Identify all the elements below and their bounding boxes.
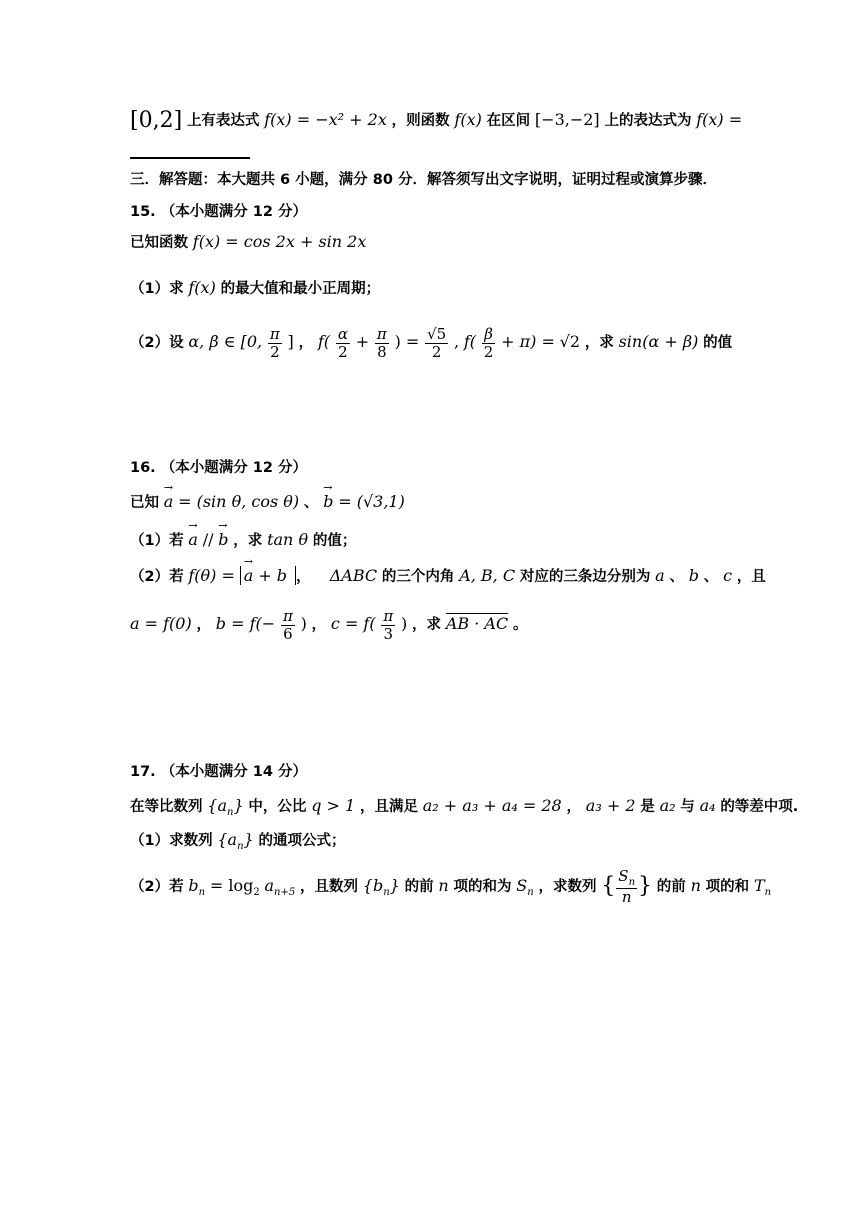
text: 是 [640,799,655,815]
den: 8 [377,342,387,361]
den: n [621,888,632,906]
S: S [516,875,528,895]
sub-n: n [198,886,206,898]
plus-pi: + π) = [501,332,555,351]
text: ，且 [736,569,766,585]
T: T [753,875,765,895]
q-gt: q > 1 [311,796,356,815]
bn-set [362,875,400,898]
log [209,875,260,898]
num: √5 [427,325,447,343]
label: （2）若 [130,569,184,585]
den: 6 [283,624,293,643]
q15-part1 [130,278,380,298]
text: ，求 [233,533,263,549]
bn-def [188,875,206,898]
q15-func: f(x) = cos 2x + sin 2x [192,232,367,251]
fraction-pi-2 [268,326,282,360]
text: 的前 [656,878,686,895]
den: 2 [483,342,494,361]
text: 上的表达式为 [604,113,692,130]
sub-n5: n+5 [274,886,296,898]
b: b [188,875,199,895]
sep: ， [298,335,314,351]
an-set [217,830,254,853]
vector-b: → b [218,530,228,549]
a2: a₂ [659,796,676,815]
a4: a₄ [699,796,716,815]
rp: ) [300,614,307,633]
answer-blank [130,157,250,159]
an-set [207,796,244,819]
close: } [389,875,400,895]
text: 在等比数列 [130,799,203,815]
q17-part2 [130,868,771,906]
sub-n: n [237,841,244,853]
vector-b: → b [323,492,333,511]
expr-f2: f(x) [454,110,482,130]
fraction-alpha-2 [336,326,350,360]
vector-a: → a [164,492,174,511]
den: 2 [431,342,442,361]
fraction-pi-8 [375,326,389,360]
q17-line1 [130,796,798,819]
an: {a [207,796,227,815]
side-c: c [723,566,733,585]
num: π [269,325,280,343]
angles: A, B, C [459,566,516,585]
q17-part1 [130,830,346,853]
fraction-pi-3 [381,608,395,642]
sep: 、 [669,569,684,585]
text: 与 [680,799,695,815]
text: ，求数列 [538,878,597,895]
func: f(x) [188,278,216,297]
text: 对应的三条边分别为 [519,569,651,585]
text: 的通项公式； [258,833,346,849]
sub-n: n [383,886,390,898]
q16-part2-line2 [130,608,527,642]
log-base: 2 [253,886,260,898]
triangle: ΔABC [329,566,378,585]
text: 的等差中项. [720,799,799,815]
text: 的三个内角 [381,569,455,585]
b-def: = (√3,1) [338,492,405,511]
text: ，且数列 [300,878,359,895]
b-eq: b = f(− [215,614,276,633]
den: 2 [270,342,280,361]
num: π [376,325,387,343]
text: 的前 [404,878,434,895]
text: 项的和为 [453,878,512,895]
domain: α, β ∈ [0, [188,332,263,351]
q16-part2 [130,566,766,586]
text: 已知 [130,495,159,511]
side-a: a [655,566,665,585]
n: n [438,875,449,895]
text: 项的和 [705,878,750,895]
expr-f1: f(x) = −x² + 2x [264,110,387,130]
fraction-Sn-n [616,868,637,906]
end: 。 [512,617,528,633]
log-text: = log [209,875,254,895]
sep: 、 [703,569,719,585]
plus: + [355,332,370,351]
text: ，求 [584,335,614,351]
text: 的值 [703,335,733,351]
text: ， [566,799,581,815]
tan: tan θ [267,530,309,549]
label: （1）求 [130,281,184,297]
a-eq: a = f(0) [130,614,192,633]
expr-f3: f(x) = [696,110,743,130]
bn: {b [362,875,384,895]
text: ，求 [412,617,442,633]
text: 已知函数 [130,235,188,251]
sqrt2: √2 [559,332,581,351]
text: ，且满足 [359,799,418,815]
comma: , [453,332,460,351]
q17-title: 17. （本小题满分 14 分） [130,764,308,780]
text: 的值； [312,533,357,549]
vector-a: → a [188,530,198,549]
c-eq: c = f( [330,614,376,633]
text: ，则函数 [391,113,450,130]
text: 上有表达式 [186,113,260,130]
q15-part2 [130,326,732,360]
sep: ， [296,569,311,585]
text: 的最大值和最小正周期； [220,281,381,297]
sum-eq: a₂ + a₃ + a₄ = 28 [422,796,562,815]
sub-n: n [527,886,534,898]
sin-expr: sin(α + β) [618,332,699,351]
a3-plus: a₃ + 2 [585,796,636,815]
sep: ， [196,617,211,633]
q15-title: 15. （本小题满分 12 分） [130,204,308,220]
interval-neg: [−3,−2] [534,110,600,130]
n: n [690,875,701,895]
sub-n: n [764,886,772,898]
text: 中，公比 [248,799,307,815]
label: （1）求数列 [130,833,213,849]
q16-intro [130,492,405,512]
sep: ， [311,617,327,633]
close: } [233,796,244,815]
fraction-pi-6 [281,608,295,642]
interval-0-2: [0,2] [130,108,183,133]
label: （1）若 [130,533,184,549]
num: π [383,607,394,625]
bracket: ] [287,332,294,351]
num: α [337,325,348,343]
f-open: f( [463,332,477,351]
f-open: f( [317,332,331,351]
q16-title: 16. （本小题满分 12 分） [130,460,308,476]
sub-n: n [227,807,234,819]
text: 在区间 [486,113,531,130]
den: 3 [383,624,394,643]
num: π [282,607,293,625]
brace-close: } [638,873,653,899]
num [616,868,637,889]
a-def: = (sin θ, cos θ) [178,492,300,511]
q15-intro [130,232,366,252]
a-n5 [264,875,296,898]
q16-part1 [130,530,356,550]
an: {a [217,830,238,849]
f-theta: f(θ) = [188,566,235,585]
abs-open [240,566,296,585]
sep: 、 [303,495,319,511]
label: （2）设 [130,335,184,351]
brace-open: { [601,873,616,899]
abs-content: → a + b [244,566,287,585]
Sn [516,875,534,898]
Tn [753,875,772,898]
section-heading: 三．解答题：本大题共 6 小题，满分 80 分．解答须写出文字说明，证明过程或演算步骤． [130,172,717,188]
fraction-sqrt5-2 [425,326,448,360]
rp: ) [401,614,408,633]
num: β [484,325,493,343]
S: S [618,867,629,885]
label: （2）若 [130,878,184,895]
den: 2 [338,342,348,361]
close: } [243,830,254,849]
a: a [264,875,275,895]
eq: ) = [394,332,420,351]
side-b: b [688,566,700,585]
dot-product: AB · AC [445,614,509,633]
parallel: // [202,530,214,549]
top-line [130,108,742,134]
sub-n: n [628,877,636,888]
fraction-beta-2 [482,326,496,360]
